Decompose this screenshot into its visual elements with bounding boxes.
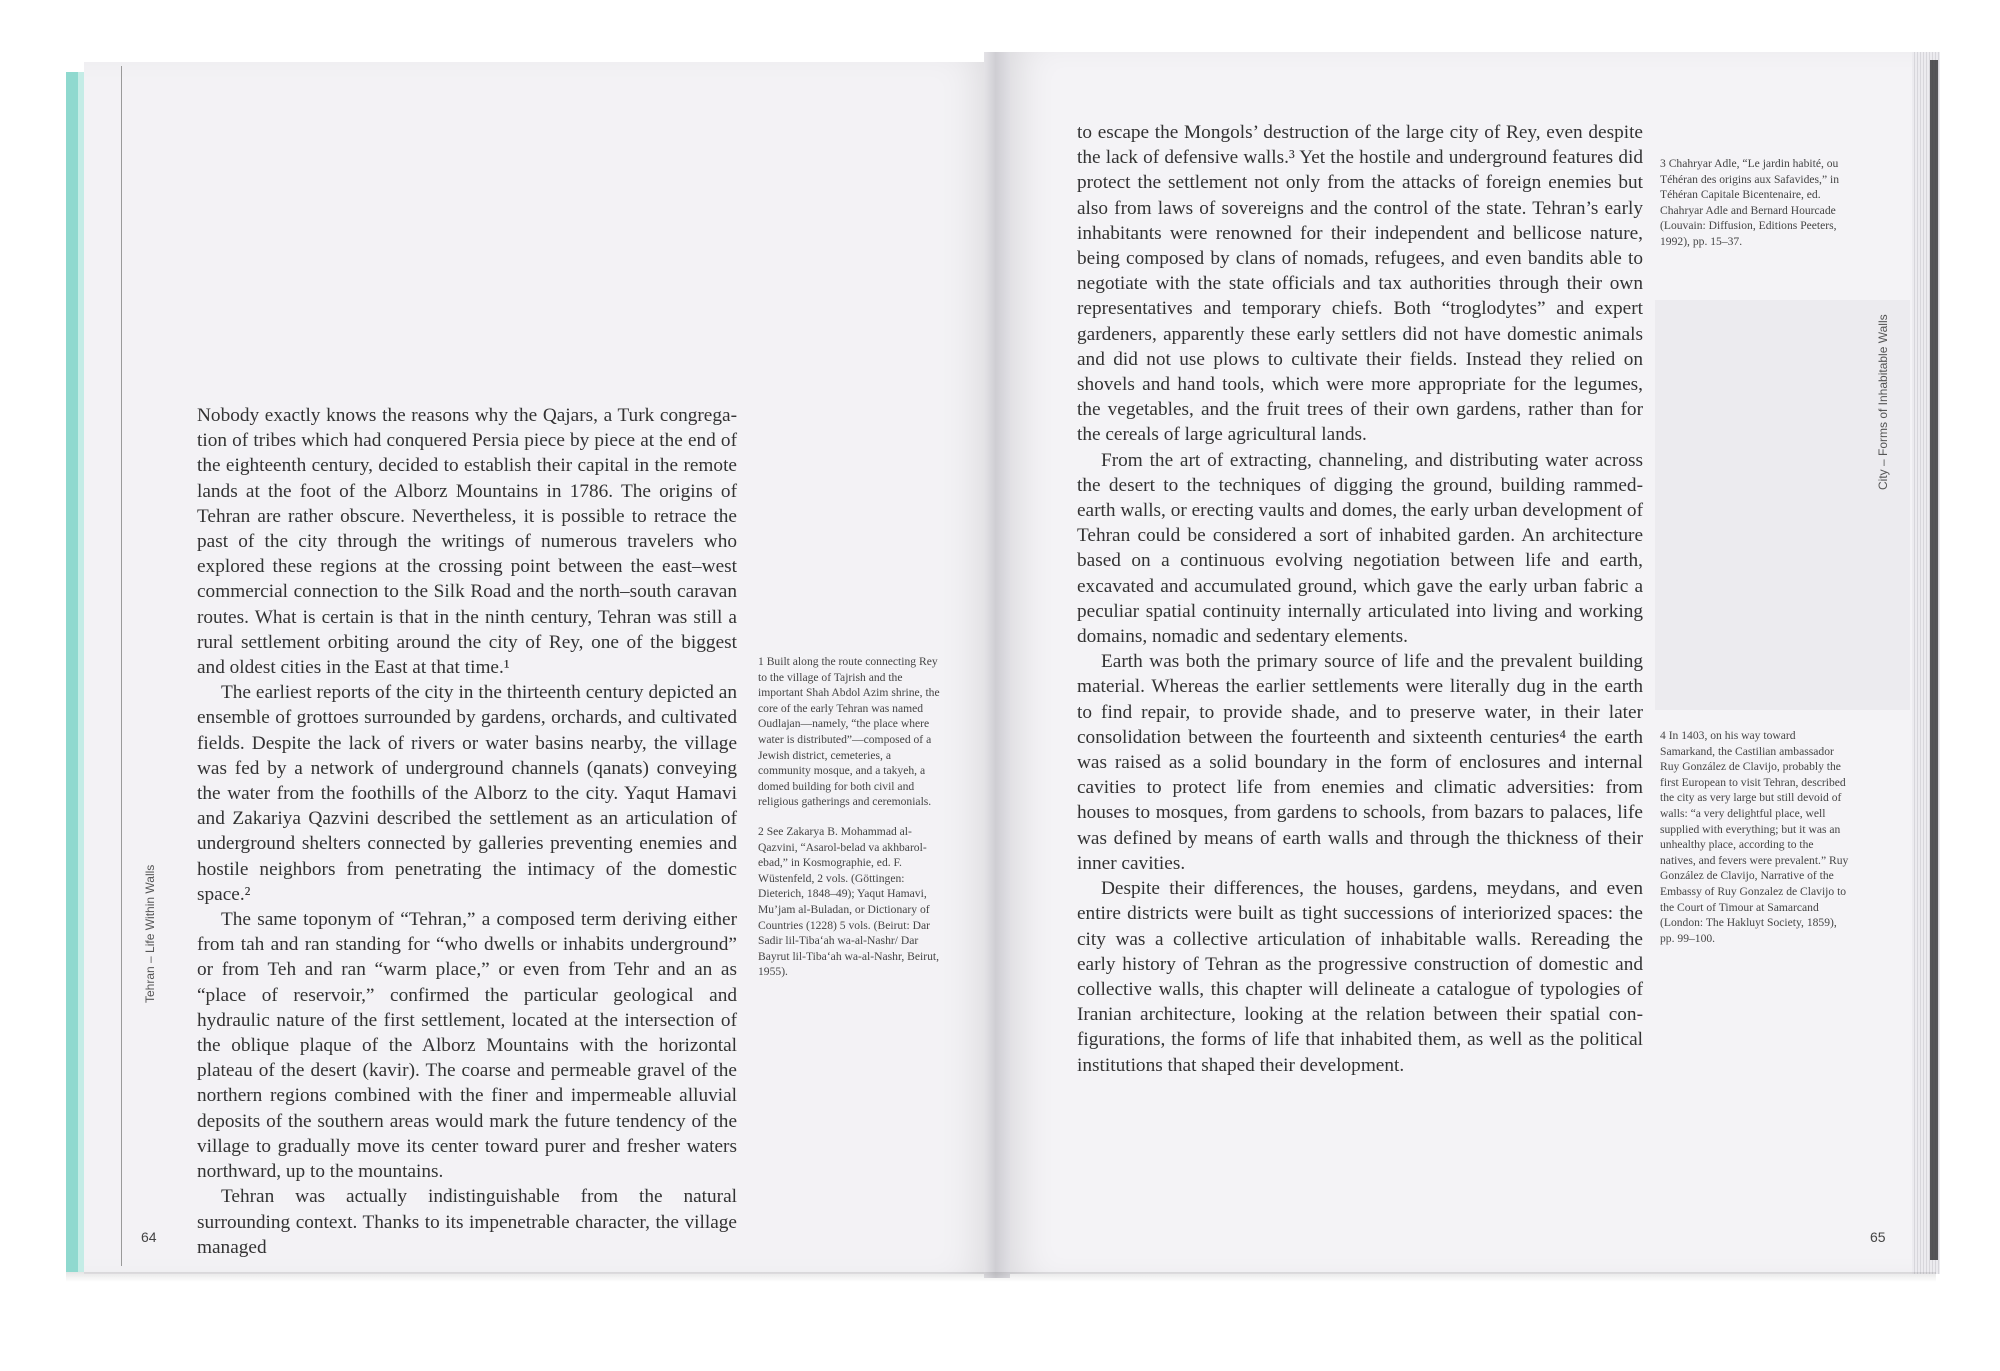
- paragraph: to escape the Mongols’ destruction of the large city of Rey, even despite the lack of defensive walls.³ Yet the hostile and underground features did protect the settlement not only from the attacks of foreign enemies but also from laws of sovereigns and the control of the state. Tehran’s early inhabitants were renowned for their independent and bellicose nature, being composed by clans of nomads, refugees, and even bandits able to negotiate with the state officials and tax authorities through their own representatives and temporary chiefs. Both “troglodytes” and expert gardeners, apparently these early settlers did not have domestic animals and did not use plows to cultivate their fields. Instead they relied on shovels and hand tools, which were more appropriate for the legumes, the vegetables, and the fruit trees of their own gardens, rather than for the cereals of large agricultural lands.: [1077, 122, 1643, 446]
- margin-rule: [121, 66, 122, 1266]
- right-footnote-4: [1660, 728, 1850, 960]
- faint-panel: [1655, 300, 1910, 710]
- footnote: 4 In 1403, on his way toward Samarkand, the Castilian ambassador Ruy González de Clavijo, probably the first European to visit Tehran, described the city as very large but still devoid of walls: “a very delightful place, well supplied with everything; but it was an unhealthy place, according to the natives, and fevers were prevalent.” Ruy González de Clavijo, Narrative of the Embassy of Ruy Gonzalez de Clavijo to the Court of Timour at Samarcand (London: The Hakluyt Society, 1859), pp. 99–100.: [1660, 729, 1849, 945]
- paragraph: Nobody exactly knows the reasons why the Qajars, a Turk congregation of tribes which had conquered Persia piece by piece at the end of the eighteenth century, decided to establish their capital in the remote lands at the foot of the Alborz Mountains in 1786. The origins of Tehran are rather obscure. Nevertheless, it is possible to retrace the past of the city through the writings of numerous travelers who explored these regions at the crossing point between the east–west commercial connection to the Silk Road and the north–south caravan routes. What is certain is that in the ninth century, Tehran was still a rural settlement orbiting around the city of Rey, one of the biggest and oldest cities in the East at that time.¹: [197, 405, 737, 679]
- paragraph: The same toponym of “Tehran,” a composed term deriving either from tah and ran standing for “who dwells or inhabits underground” or from Teh and ran “warm place,” or even from Tehr and an as “place of reservoir,” confirmed the particular geological and hydraulic nature of the first settlement, located at the intersection of the oblique plaque of the Alborz Mountains with the horizontal plateau of the desert (kavir). The coarse and permeable gravel of the northern regions combined with the finer and impermeable alluvial deposits of the southern areas would mark the future tendency of the village to gradually move its center toward purer and fresher waters northward, up to the mountains.: [197, 909, 737, 1183]
- footnote: 2 See Zakarya B. Mohammad al-Qazvini, “Asarol-belad va akhbarol-ebad,” in Kosmographie, ed. F. Wüstenfeld, 2 vols. (Göttingen: Dieterich, 1848–49); Yaqut Hamavi, Mu’jam al-Buladan, or Dictionary of Countries (1228) 5 vols. (Beirut: Dar Sadir lil-Tiba‘ah wa-al-Nashr/ Dar Bayrut lil-Tiba‘ah wa-al-Nashr, Beirut, 1955).: [758, 824, 940, 979]
- paragraph: Earth was both the primary source of life and the prevalent building material. Whereas the earlier settlements were literally dug in the earth to find repair, to provide shade, and to preserve water, in their later consolidation between the fourteenth and sixteenth centuries⁴ the earth was raised as a solid boundary in the form of enclosures and internal cavities to protect life from enemies and climatic adversities: from houses to mosques, from gardens to schools, from bazars to palaces, life was defined by means of earth walls and through the thickness of their inner cavities.: [1077, 651, 1643, 874]
- footnote: 3 Chahryar Adle, “Le jardin habité, ou Téhéran des origins aux Safavides,” in Téhéran Capitale Bicentenaire, ed. Chahryar Adle and Bernard Hourcade (Louvain: Diffusion, Editions Peeters, 1992), pp. 15–37.: [1660, 157, 1840, 248]
- running-head-right: City – Forms of Inhabitable Walls: [1876, 314, 1890, 490]
- page-number-right: 65: [1870, 1229, 1886, 1245]
- page-number-left: 64: [141, 1229, 157, 1245]
- back-cover-edge: [1930, 60, 1938, 1260]
- book-shadow: [66, 1272, 1936, 1282]
- right-footnote-3: [1660, 156, 1850, 264]
- paragraph: From the art of extracting, channeling, and distributing water across the desert to the techniques of digging the ground, building rammed-earth walls, or erecting vaults and domes, the early urban development of Tehran could be considered a sort of inhabited garden. An architecture based on a continuous evolving negotiation between life and earth, excavated and accumulated ground, which gave the early urban fabric a peculiar spatial continuity internally articulated into living and working domains, nomadic and sedentary elements.: [1077, 449, 1643, 648]
- left-footnotes: [758, 654, 940, 994]
- right-body-text: [1077, 120, 1643, 1078]
- running-head-left: Tehran – Life Within Walls: [143, 864, 157, 1003]
- paragraph: The earliest reports of the city in the thirteenth century depicted an ensemble of grottoes surrounded by gardens, orchards, and cultivated fields. Despite the lack of rivers or water basins nearby, the village was fed by a network of underground channels (qanats) conveying the water from the foothills of the Alborz to the city. Yaqut Hamavi and Zakariya Qazvini described the settlement as an articulation of underground shelters connected by galleries preventing enemies and hostile neighbors from penetrating the intimacy of the domestic space.²: [197, 682, 737, 905]
- footnote: 1 Built along the route connecting Rey to the village of Tajrish and the important Shah Abdol Azim shrine, the core of the early Tehran was named Oudlajan—namely, “the place where water is distributed”—composed of a Jewish district, cemeteries, a community mosque, and a takyeh, a domed building for both civil and religious gatherings and ceremonials.: [758, 655, 940, 809]
- paragraph: Despite their differences, the houses, gardens, meydans, and even entire districts were built as tight successions of interiorized spaces: the city was a collective articulation of inhabitable walls. Rereading the early history of Tehran as the progressive construction of domestic and collective walls, this chapter will delineate a catalogue of typologies of Iranian architecture, looking at the relation between their spatial configurations, the forms of life that inhabited them, as well as the political institutions that shaped their development.: [1077, 878, 1643, 1076]
- book-gutter: [984, 52, 1010, 1278]
- paragraph: Tehran was actually indistinguishable from the natural surrounding context. Thanks to its impenetrable character, the village managed: [197, 1186, 737, 1258]
- left-body-text: [197, 403, 737, 1260]
